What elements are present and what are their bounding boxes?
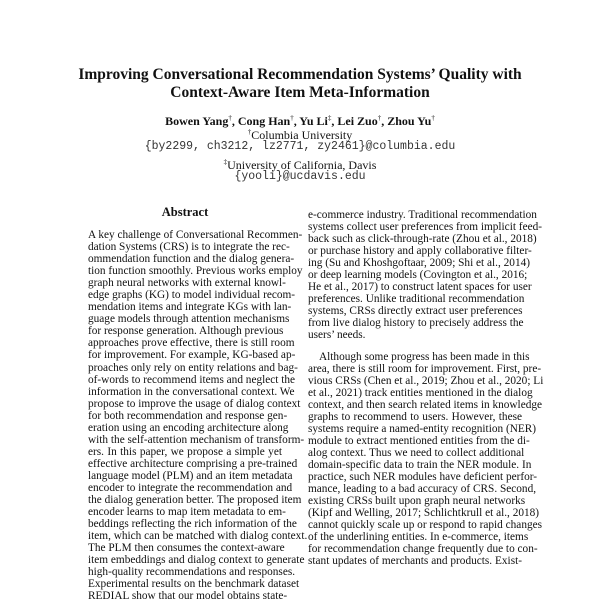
- text-line: guage models through attention mechanisms: [88, 313, 290, 326]
- text-line: from live dialog history to precisely address the: [308, 317, 524, 330]
- author-name: Yu Li: [299, 114, 328, 128]
- affiliation-mark: †: [290, 114, 294, 122]
- text-line: systems require a named-entity recognition (NER): [308, 422, 537, 435]
- text-line: preferences. Unlike traditional recommendation: [308, 293, 525, 306]
- text-line: ing (Su and Khoshgoftaar, 2009; Shi et al., 2014): [308, 257, 531, 270]
- paragraph-gap: [308, 342, 522, 351]
- text-line: or deep learning models (Covington et al., 2016;: [308, 269, 528, 282]
- text-line: domain-specific data to train the NER module. In: [308, 458, 532, 471]
- text-line: or purchase history and apply collaborative filter-: [308, 245, 532, 258]
- text-line: item, which can be matched with dialog context.: [88, 530, 308, 543]
- text-line: mance, leading to a bad accuracy of CRS. Second,: [308, 483, 537, 496]
- text-line: mendation items and integrate KGs with lan-: [88, 301, 292, 314]
- text-line: item embeddings and dialog context to generate: [88, 554, 305, 567]
- affiliation-name: University of California, Davis: [227, 158, 377, 172]
- text-line: beddings reflecting the rich information of the: [88, 518, 297, 531]
- text-line: for both recommendation and response gen-: [88, 409, 288, 422]
- text-line: cannot quickly scale up or respond to rapid changes: [308, 519, 543, 532]
- text-line: effective architecture comprising a pre-trained: [88, 457, 298, 470]
- text-line: graphs to recommend to users. However, these: [308, 410, 522, 423]
- text-line: the dialog generation better. The proposed item: [88, 494, 302, 507]
- text-line: language model (PLM) and an item metadata: [88, 469, 293, 482]
- text-line: Although some progress has been made in this: [319, 350, 530, 363]
- affiliation-mark: †: [247, 128, 252, 136]
- text-line: approaches prove effective, there is still room: [88, 337, 295, 350]
- text-line: A key challenge of Conversational Recommen-: [88, 229, 303, 241]
- text-line: back such as click-through-rate (Zhou et al., 2018): [308, 233, 537, 246]
- text-line: area, there is still room for improvement. First, pre-: [308, 362, 542, 375]
- text-line: dation Systems (CRS) is to integrate the rec-: [88, 241, 290, 254]
- paper-title-line-1: Improving Conversational Recommendation Systems’ Quality with: [78, 66, 522, 83]
- text-line: for response generation. Although previous: [88, 325, 284, 338]
- author-name: Lei Zuo: [337, 114, 378, 128]
- text-line: encoder to integrate the recommendation and: [88, 481, 293, 494]
- text-line: eration using an encoding architecture along: [88, 421, 289, 434]
- text-line: for recommendation change frequently due to con-: [308, 543, 538, 556]
- text-line: information in the conversational context. We: [88, 385, 295, 398]
- text-line: Experimental results on the benchmark dataset: [88, 578, 300, 591]
- text-line: graph neural networks with external knowl-: [88, 277, 286, 290]
- text-line: for improvement. For example, KG-based ap-: [88, 349, 296, 362]
- text-line: alog context. Thus we need to collect additional: [308, 446, 525, 459]
- author-name: Cong Han: [237, 114, 291, 128]
- paper-title-line-2: Context-Aware Item Meta-Information: [170, 84, 430, 101]
- affiliation-mark: ‡: [327, 114, 332, 122]
- text-line: systems collect user preferences from implicit feed-: [308, 221, 543, 234]
- text-line: of-words to recommend items and neglect the: [88, 373, 296, 386]
- affiliation-mark: †: [228, 114, 232, 122]
- text-line: ers. In this paper, we propose a simple yet: [88, 445, 282, 458]
- affiliation-mark: ‡: [223, 158, 228, 166]
- text-line: systems, CRSs directly extract user preferences: [308, 305, 523, 318]
- abstract-heading: Abstract: [161, 205, 209, 219]
- text-line: of the underlining entities. In e-commerce, items: [308, 531, 529, 544]
- text-line: The PLM then consumes the context-aware: [88, 542, 285, 555]
- author-name: Zhou Yu: [387, 114, 432, 128]
- text-line: ommendation function and the dialog genera-: [88, 253, 295, 266]
- text-line: vious CRSs (Chen et al., 2019; Zhou et al., 2020; Li: [308, 374, 544, 387]
- affiliation-mark: †: [377, 114, 382, 122]
- text-line: with the self-attention mechanism of transform-: [88, 433, 305, 446]
- text-line: e-commerce industry. Traditional recommendation: [308, 209, 537, 221]
- author-name: Bowen Yang: [165, 114, 229, 128]
- text-line: edge graphs (KG) to model individual recom-: [88, 289, 296, 302]
- text-line: context, and then search related items in knowledge: [308, 398, 543, 411]
- introduction-body: [308, 209, 544, 568]
- abstract-body: [88, 229, 308, 602]
- text-line: (Kipf and Welling, 2017; Schlichtkrull et al., 2018): [308, 507, 540, 520]
- text-line: practice, such NER modules have deficient perfor-: [308, 470, 538, 483]
- affiliation-1-email: {by2299, ch3212, lz2771, zy2461}@columbia.edu: [144, 140, 456, 153]
- text-line: propose to improve the usage of dialog context: [88, 397, 301, 410]
- text-line: module to extract mentioned entities from the di-: [308, 434, 530, 447]
- text-line: REDIAL show that our model obtains state-: [88, 590, 288, 602]
- text-line: proaches only rely on entity relations and bag-: [88, 361, 298, 374]
- affiliation-2-email: {yooli}@ucdavis.edu: [234, 170, 366, 183]
- text-line: He et al., 2017) to construct latent spaces for user: [308, 281, 532, 294]
- text-line: encoder learns to map item metadata to em-: [88, 506, 286, 519]
- text-line: et al., 2021) track entities mentioned in the dialog: [308, 386, 533, 399]
- text-line: stant updates of merchants and products. Exist-: [308, 555, 522, 568]
- text-line: users’ needs.: [308, 329, 366, 342]
- text-line: high-quality recommendations and responses.: [88, 566, 296, 579]
- affiliation-mark: †: [431, 114, 435, 122]
- text-line: existing CRSs built upon graph neural networks: [308, 495, 526, 508]
- text-line: tion function smoothly. Previous works employ: [88, 265, 303, 278]
- affiliation-name: Columbia University: [251, 128, 353, 142]
- author-list: Bowen Yang†, Cong Han†, Yu Li‡, Lei Zuo†, Zhou Yu†: [165, 114, 435, 128]
